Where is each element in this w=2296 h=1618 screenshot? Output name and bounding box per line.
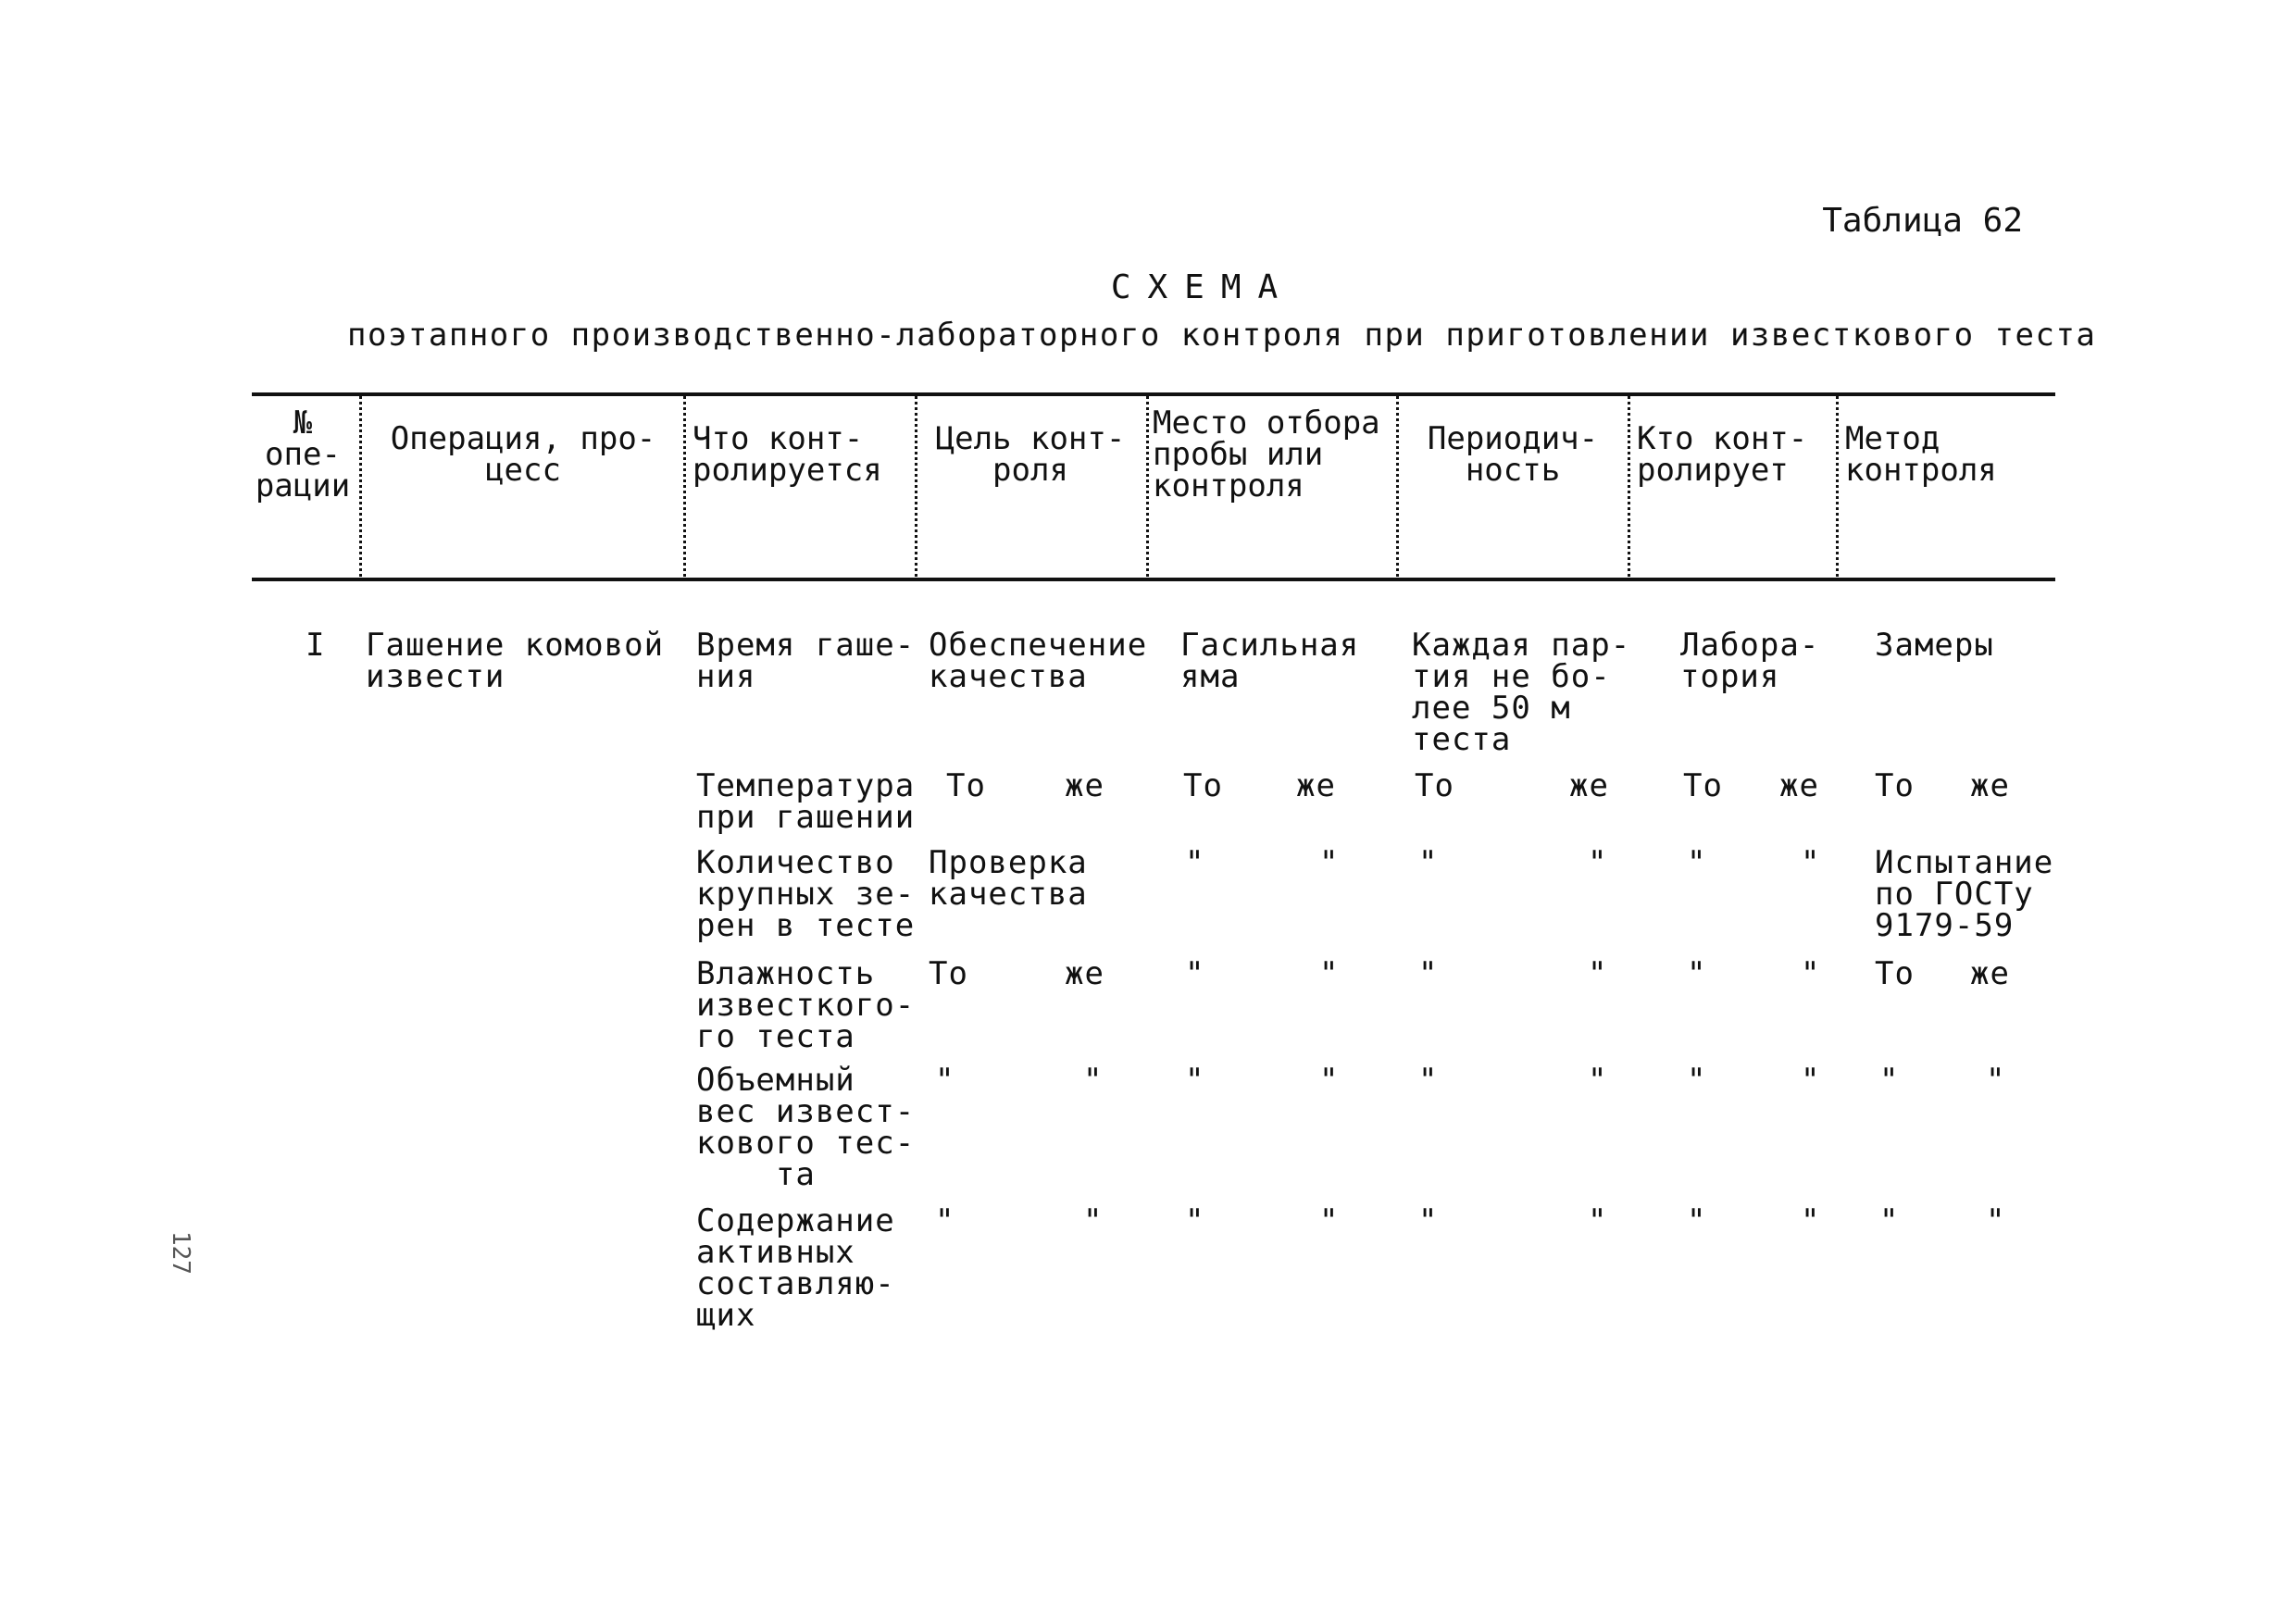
table-row-method-cont: же [1970, 955, 2010, 992]
header-sampling-place: Место отбора пробы или контроля [1153, 404, 1380, 504]
table-row-who: " [1687, 1062, 1707, 1099]
table-row-who-cont: же [1779, 767, 1819, 804]
table-row-goal: Обеспечение качества [929, 627, 1148, 695]
table-row-method: То [1875, 767, 1915, 804]
operation-number-cell: I [306, 627, 326, 664]
table-row-what: Влажность известкого- го теста [696, 955, 916, 1055]
table-row-period-cont: " [1588, 955, 1608, 992]
table-row-method-cont: " [1986, 1062, 2006, 1099]
operation-name-cell: Гашение комовой извести [366, 627, 665, 695]
table-row-place-cont: же [1296, 767, 1336, 804]
table-number: Таблица 62 [1822, 202, 2023, 240]
column-separator [1146, 396, 1149, 577]
table-row-place-cont: " [1319, 1202, 1340, 1239]
table-row-what: Содержание активных составляю- щих [696, 1202, 895, 1334]
table-row-method: Замеры [1875, 627, 1994, 664]
table-top-rule [252, 392, 2055, 396]
table-row-who-cont: " [1801, 1202, 1821, 1239]
table-header-rule [252, 578, 2055, 581]
table-row-goal: Проверка качества [929, 844, 1088, 913]
table-row-goal: То [946, 767, 986, 804]
table-row-goal-cont: " [1083, 1202, 1104, 1239]
table-row-who-cont: " [1801, 844, 1821, 881]
table-row-period: То [1415, 767, 1454, 804]
column-separator [1396, 396, 1399, 577]
table-row-period-cont: " [1588, 1062, 1608, 1099]
document-subtitle: поэтапного производственно-лабораторного контроля при приготовлении известкового теста [347, 317, 2097, 354]
table-row-who-cont: " [1801, 955, 1821, 992]
table-row-place-cont: " [1319, 955, 1340, 992]
document-title: СХЕМА [1110, 268, 1295, 306]
table-row-period: " [1418, 955, 1439, 992]
table-row-method: " [1879, 1202, 1900, 1239]
table-row-who: То [1683, 767, 1723, 804]
table-row-place: " [1185, 1062, 1205, 1099]
table-row-place: Гасильная яма [1180, 627, 1360, 695]
table-row-what: Количество крупных зе- рен в тесте [696, 844, 916, 944]
table-row-who: " [1687, 1202, 1707, 1239]
table-row-method-cont: " [1986, 1202, 2006, 1239]
header-method: Метод контроля [1845, 420, 1997, 489]
table-row-period: " [1418, 844, 1439, 881]
table-row-place-cont: " [1319, 844, 1340, 881]
table-row-method-cont: же [1970, 767, 2010, 804]
table-row-who: " [1687, 844, 1707, 881]
header-operation: Операция, про- цесс [390, 420, 656, 489]
table-row-goal: То [929, 955, 968, 992]
table-row-goal: " [935, 1202, 955, 1239]
table-row-who-cont: " [1801, 1062, 1821, 1099]
table-row-who: Лабора- тория [1680, 627, 1820, 695]
column-separator [1836, 396, 1839, 577]
table-row-method: Испытание по ГОСТу 9179-59 [1875, 844, 2054, 944]
column-separator [359, 396, 362, 577]
page-number-mark: 127 [167, 1231, 194, 1275]
table-row-place: То [1183, 767, 1223, 804]
header-periodicity: Периодич- ность [1427, 420, 1599, 489]
table-row-method: То [1875, 955, 1915, 992]
table-row-period: " [1418, 1202, 1439, 1239]
table-row-goal-cont: же [1065, 955, 1104, 992]
column-separator [1628, 396, 1630, 577]
table-row-method: " [1879, 1062, 1900, 1099]
table-row-who: " [1687, 955, 1707, 992]
table-row-place: " [1185, 1202, 1205, 1239]
table-row-goal-cont: же [1065, 767, 1104, 804]
header-what-controlled: Что конт- ролируется [693, 420, 882, 489]
header-goal: Цель конт- роля [935, 420, 1126, 489]
header-operation-number: № опе- рации [255, 404, 351, 504]
table-row-period: Каждая пар- тия не бо- лее 50 м теста [1412, 627, 1631, 758]
table-row-period: " [1418, 1062, 1439, 1099]
table-row-place-cont: " [1319, 1062, 1340, 1099]
table-row-place: " [1185, 844, 1205, 881]
table-row-what: Температура при гашении [696, 767, 916, 836]
table-row-goal-cont: " [1083, 1062, 1104, 1099]
table-row-what: Объемный вес извест- кового тес- та [696, 1062, 916, 1193]
table-row-place: " [1185, 955, 1205, 992]
table-row-goal: " [935, 1062, 955, 1099]
table-row-period-cont: " [1588, 844, 1608, 881]
table-row-period-cont: же [1569, 767, 1609, 804]
header-who-controls: Кто конт- ролирует [1637, 420, 1808, 489]
table-row-what: Время гаше- ния [696, 627, 916, 695]
column-separator [683, 396, 686, 577]
table-row-period-cont: " [1588, 1202, 1608, 1239]
